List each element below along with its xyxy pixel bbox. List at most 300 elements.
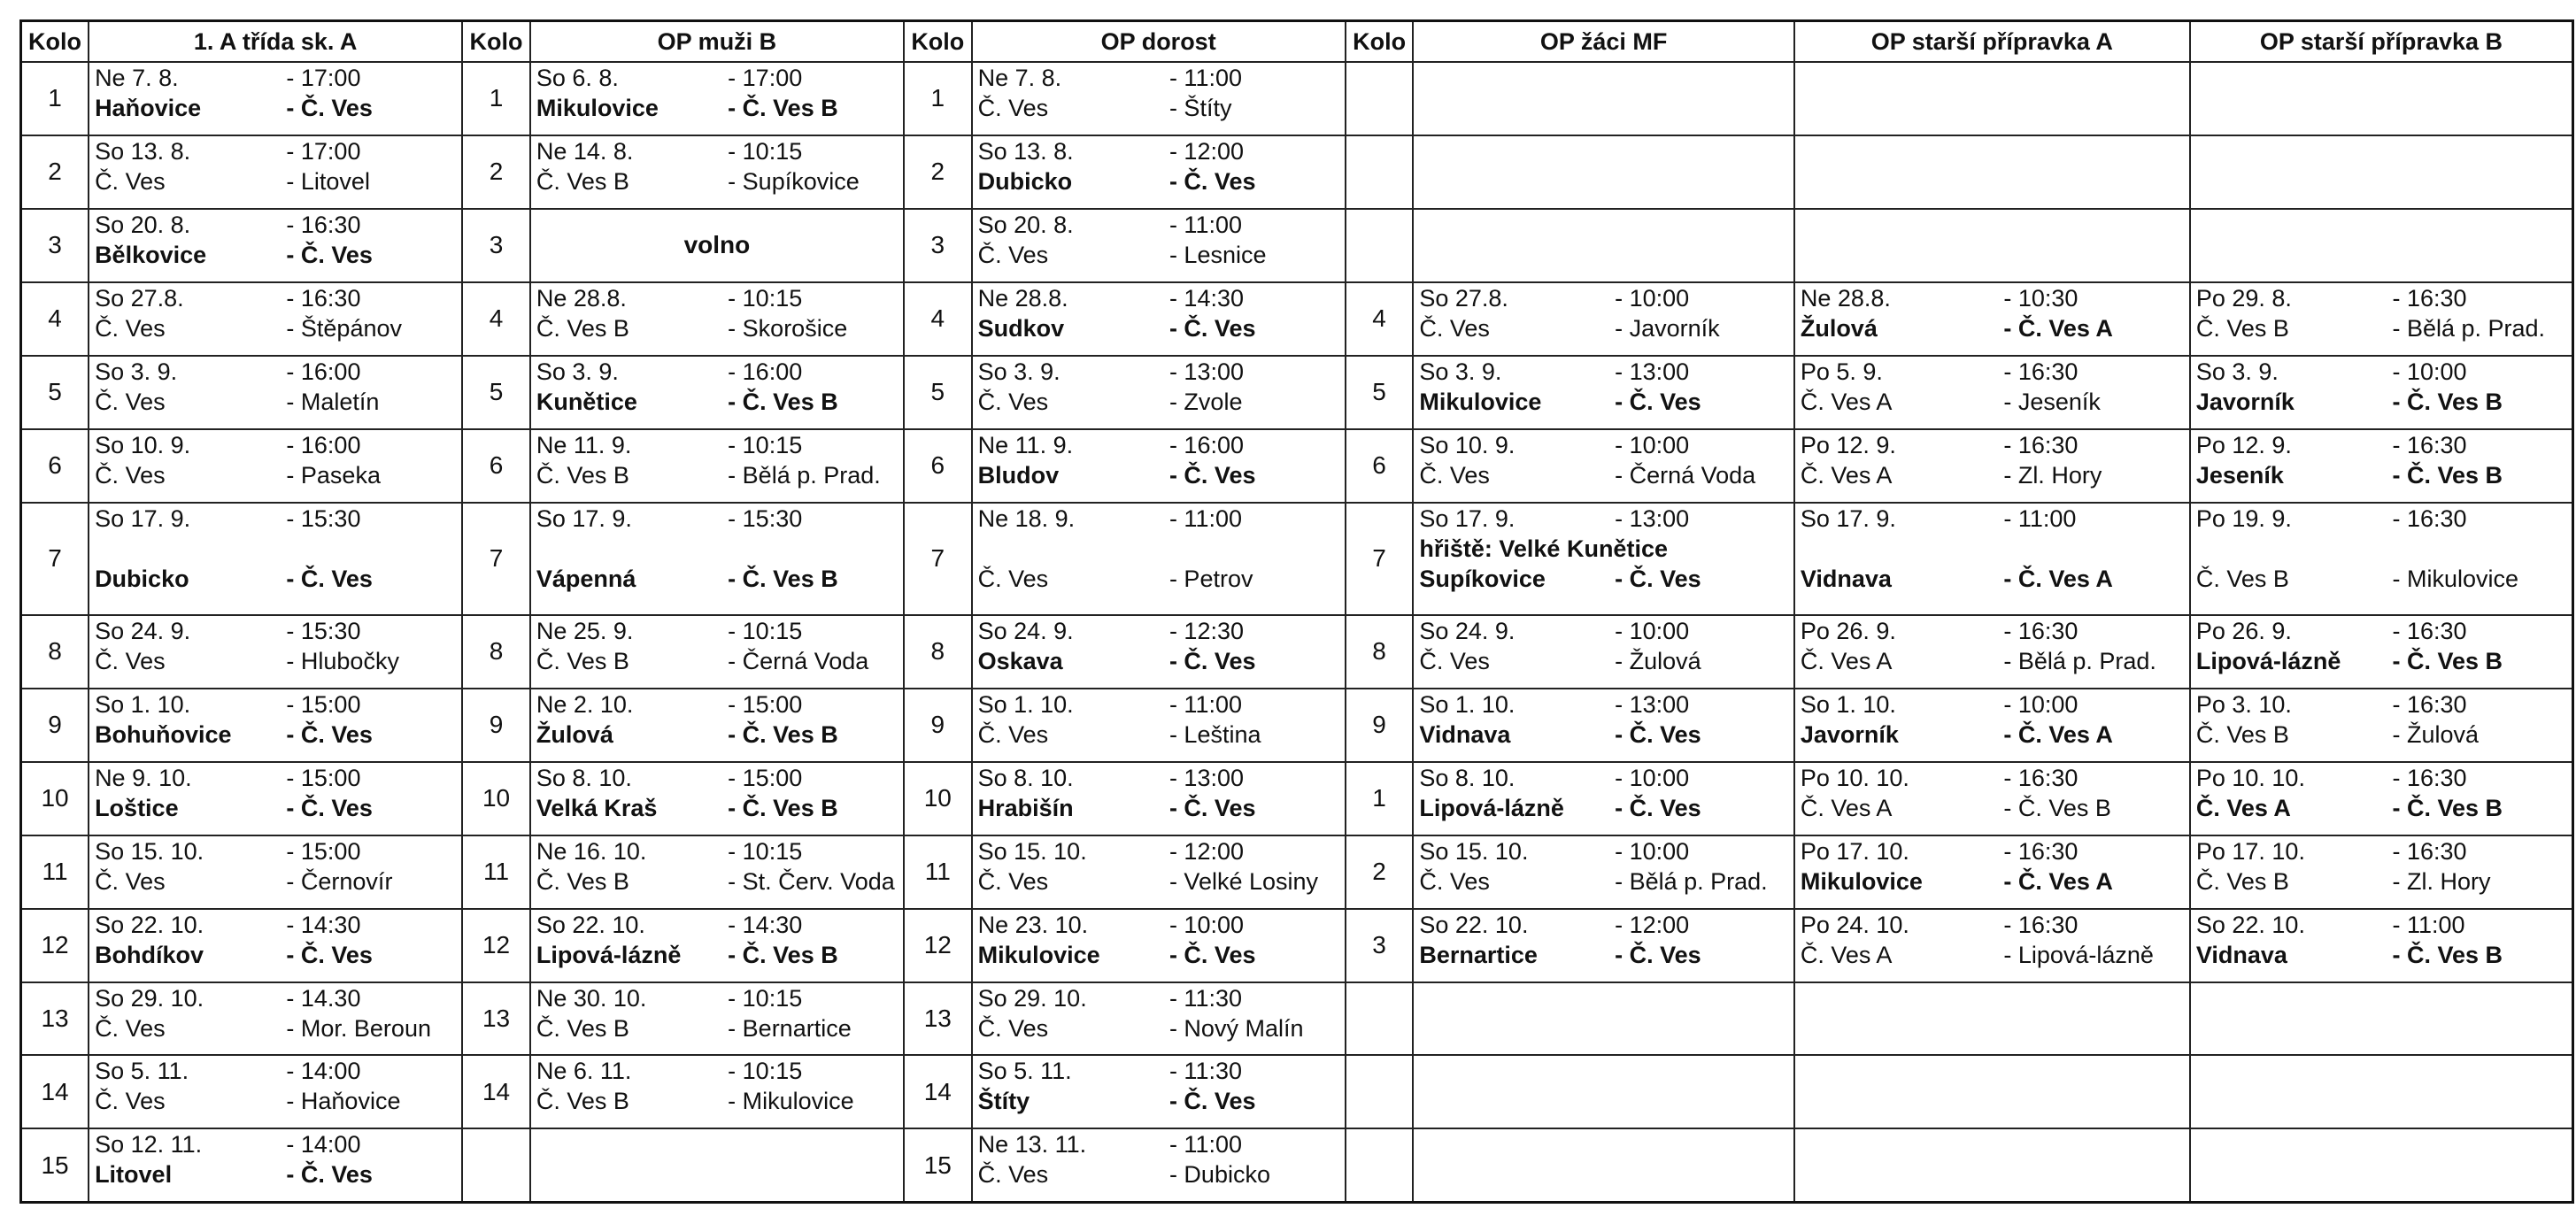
match-time: - 16:30 xyxy=(2392,690,2467,718)
match-date: So 3. 9. xyxy=(977,358,1060,385)
match-cell xyxy=(1794,982,2190,1056)
kolo-number: 15 xyxy=(21,1128,89,1202)
home-team: Hrabišín xyxy=(977,794,1074,821)
match-date: So 20. 8. xyxy=(95,211,191,238)
home-team: Bohuňovice xyxy=(95,720,232,748)
away-team: - Č. Ves xyxy=(1615,794,1701,821)
away-team: - Č. Ves xyxy=(1168,1088,1256,1115)
match-time: - 15:00 xyxy=(286,837,361,865)
home-team: Jeseník xyxy=(2195,461,2284,489)
header-kolo-1: Kolo xyxy=(21,21,89,63)
match-date: So 10. 9. xyxy=(1419,431,1516,458)
match-cell xyxy=(1794,356,2190,429)
match-date: Po 17. 10. xyxy=(1800,837,1909,865)
home-team: Štíty xyxy=(977,1088,1030,1115)
match-time: - 10:00 xyxy=(2003,690,2079,718)
match-cell xyxy=(1794,503,2190,615)
away-team: - Jeseník xyxy=(2003,388,2101,415)
table-row xyxy=(21,356,2573,429)
kolo-number: 14 xyxy=(904,1055,972,1128)
match-time: - 15:30 xyxy=(286,617,361,644)
away-team: - Bělá p. Prad. xyxy=(2392,314,2546,342)
match-cell xyxy=(1413,62,1793,135)
match-time: - 14:30 xyxy=(728,911,803,938)
match-time: - 12:30 xyxy=(1168,617,1244,644)
match-time: - 17:00 xyxy=(286,65,361,91)
kolo-number: 9 xyxy=(1346,689,1414,762)
match-time: - 11:00 xyxy=(2392,911,2465,938)
header-1a-trida: 1. A třída sk. A xyxy=(89,21,462,63)
match-time: - 10:30 xyxy=(2003,284,2079,312)
home-team: Č. Ves B xyxy=(536,314,629,342)
home-team: Č. Ves A xyxy=(1800,941,1893,968)
match-cell xyxy=(972,135,1346,209)
match-time: - 13:00 xyxy=(1615,690,1690,718)
match-cell xyxy=(530,1055,904,1128)
match-date: Ne 13. 11. xyxy=(977,1131,1087,1159)
kolo-number: 5 xyxy=(462,356,530,429)
home-team: Č. Ves xyxy=(95,647,166,674)
match-date: Ne 25. 9. xyxy=(536,617,634,644)
match-time: - 16:30 xyxy=(2392,284,2467,312)
match-date: So 5. 11. xyxy=(977,1058,1072,1085)
home-team: Č. Ves B xyxy=(2195,314,2289,342)
away-team: - Haňovice xyxy=(286,1088,401,1115)
home-team: Č. Ves A xyxy=(2195,794,2291,821)
match-time: - 15:30 xyxy=(286,504,361,532)
home-team: Č. Ves xyxy=(977,95,1049,121)
match-cell xyxy=(1413,209,1793,282)
match-date: So 15. 10. xyxy=(95,837,204,865)
match-time: - 10:00 xyxy=(1168,911,1244,938)
kolo-number: 5 xyxy=(1346,356,1414,429)
match-cell xyxy=(89,1128,462,1202)
away-team: - Č. Ves B xyxy=(2003,794,2111,821)
match-date: So 17. 9. xyxy=(1419,504,1516,532)
home-team: Č. Ves xyxy=(1419,314,1490,342)
match-time: - 11:00 xyxy=(1168,211,1242,238)
match-time: - 12:00 xyxy=(1168,137,1244,165)
match-time: - 15:00 xyxy=(728,764,803,791)
kolo-number xyxy=(1346,62,1414,135)
match-date: So 24. 9. xyxy=(1419,617,1516,644)
home-team: Č. Ves B xyxy=(536,647,629,674)
match-cell xyxy=(972,615,1346,689)
match-cell xyxy=(1413,282,1793,356)
away-team: - Černá Voda xyxy=(728,647,869,674)
match-cell xyxy=(530,689,904,762)
match-cell xyxy=(530,209,904,282)
home-team: Žulová xyxy=(536,720,613,748)
home-team: Č. Ves B xyxy=(2195,565,2289,592)
kolo-number: 12 xyxy=(904,909,972,982)
away-team: - Bělá p. Prad. xyxy=(2003,647,2156,674)
away-team: - Č. Ves B xyxy=(2392,461,2503,489)
match-time: - 11:00 xyxy=(1168,65,1242,91)
away-team: - Č. Ves B xyxy=(2392,941,2503,968)
home-team: Dubicko xyxy=(977,167,1073,195)
kolo-number: 14 xyxy=(462,1055,530,1128)
match-date: So 22. 10. xyxy=(95,911,204,938)
match-date: Po 12. 9. xyxy=(2195,431,2292,458)
match-cell xyxy=(2190,982,2573,1056)
kolo-number: 1 xyxy=(21,62,89,135)
match-time: - 10:00 xyxy=(1615,284,1690,312)
match-date: So 1. 10. xyxy=(1419,690,1516,718)
bye-label: volno xyxy=(683,230,751,258)
away-team: - Velké Losiny xyxy=(1168,867,1319,895)
kolo-number: 3 xyxy=(1346,909,1414,982)
match-time: - 15:00 xyxy=(728,690,803,718)
kolo-number: 2 xyxy=(1346,835,1414,909)
table-row xyxy=(21,62,2573,135)
table-row xyxy=(21,429,2573,503)
header-row xyxy=(21,21,2573,63)
kolo-number: 6 xyxy=(1346,429,1414,503)
home-team: Loštice xyxy=(95,794,179,821)
match-cell xyxy=(972,982,1346,1056)
kolo-number: 5 xyxy=(904,356,972,429)
match-cell xyxy=(972,209,1346,282)
match-time: - 11:30 xyxy=(1168,1058,1242,1085)
match-cell xyxy=(972,689,1346,762)
match-time: - 12:00 xyxy=(1168,837,1244,865)
schedule-body xyxy=(21,62,2573,1203)
table-row xyxy=(21,503,2573,615)
away-team: - Bernartice xyxy=(728,1014,852,1042)
match-date: Ne 28.8. xyxy=(536,284,627,312)
match-time: - 16:30 xyxy=(2003,431,2079,458)
header-kolo-2: Kolo xyxy=(462,21,530,63)
away-team: - Č. Ves xyxy=(1615,941,1701,968)
match-time: - 10:15 xyxy=(728,837,803,865)
home-team: Č. Ves xyxy=(95,867,166,895)
match-date: So 8. 10. xyxy=(977,764,1074,791)
match-cell xyxy=(972,282,1346,356)
match-time: - 13:00 xyxy=(1168,358,1244,385)
match-date: So 29. 10. xyxy=(95,984,204,1012)
match-date: So 24. 9. xyxy=(95,617,191,644)
match-cell xyxy=(89,982,462,1056)
match-cell xyxy=(1794,135,2190,209)
match-time: - 10:15 xyxy=(728,1058,803,1085)
match-time: - 16:30 xyxy=(286,284,361,312)
away-team: - Nový Malín xyxy=(1168,1014,1304,1042)
away-team: - Skorošice xyxy=(728,314,848,342)
kolo-number: 10 xyxy=(21,762,89,835)
match-cell xyxy=(2190,1055,2573,1128)
match-date: Po 24. 10. xyxy=(1800,911,1909,938)
kolo-number: 4 xyxy=(1346,282,1414,356)
match-date: So 1. 10. xyxy=(95,690,191,718)
match-time: - 10:00 xyxy=(1615,431,1690,458)
match-cell xyxy=(89,282,462,356)
home-team: Javorník xyxy=(1800,720,1899,748)
match-cell xyxy=(1413,429,1793,503)
table-row xyxy=(21,1128,2573,1202)
kolo-number: 7 xyxy=(462,503,530,615)
match-cell xyxy=(1794,282,2190,356)
match-date: So 6. 8. xyxy=(536,65,619,91)
match-cell xyxy=(89,503,462,615)
match-date: Ne 14. 8. xyxy=(536,137,634,165)
match-cell xyxy=(530,982,904,1056)
home-team: Oskava xyxy=(977,647,1063,674)
match-cell xyxy=(1794,1055,2190,1128)
away-team: - Maletín xyxy=(286,388,380,415)
home-team: Č. Ves xyxy=(977,241,1049,268)
match-time: - 13:00 xyxy=(1168,764,1244,791)
kolo-number: 2 xyxy=(904,135,972,209)
match-time: - 10:00 xyxy=(1615,837,1690,865)
match-time: - 10:00 xyxy=(1615,764,1690,791)
match-date: Ne 11. 9. xyxy=(977,431,1074,458)
away-team: - Č. Ves A xyxy=(2003,565,2113,592)
match-date: So 24. 9. xyxy=(977,617,1074,644)
match-date: Po 12. 9. xyxy=(1800,431,1896,458)
match-time: - 14:00 xyxy=(286,1058,361,1085)
away-team: - Č. Ves xyxy=(286,941,373,968)
match-time: - 11:30 xyxy=(1168,984,1242,1012)
match-date: So 27.8. xyxy=(95,284,184,312)
match-date: Po 29. 8. xyxy=(2195,284,2292,312)
match-cell xyxy=(2190,1128,2573,1202)
away-team: - Č. Ves xyxy=(1615,565,1701,592)
header-kolo-3: Kolo xyxy=(904,21,972,63)
table-row xyxy=(21,1055,2573,1128)
match-cell xyxy=(2190,615,2573,689)
kolo-number xyxy=(1346,135,1414,209)
match-date: Po 26. 9. xyxy=(1800,617,1896,644)
home-team: Č. Ves xyxy=(977,720,1049,748)
match-time: - 12:00 xyxy=(1615,911,1690,938)
kolo-number: 2 xyxy=(462,135,530,209)
match-cell xyxy=(2190,835,2573,909)
away-team: - Č. Ves xyxy=(1168,461,1256,489)
kolo-number: 9 xyxy=(21,689,89,762)
away-team: - Č. Ves A xyxy=(2003,867,2113,895)
away-team: - Hlubočky xyxy=(286,647,399,674)
home-team: Č. Ves xyxy=(95,167,166,195)
match-cell xyxy=(2190,356,2573,429)
away-team: - Č. Ves xyxy=(1168,794,1256,821)
schedule-sheet xyxy=(19,19,2574,1204)
away-team: - Štěpánov xyxy=(286,314,402,342)
match-time: - 16:30 xyxy=(2003,764,2079,791)
match-cell xyxy=(89,835,462,909)
match-cell xyxy=(89,356,462,429)
away-team: - Žulová xyxy=(1615,647,1701,674)
match-date: So 22. 10. xyxy=(536,911,645,938)
match-cell xyxy=(1794,1128,2190,1202)
match-cell xyxy=(2190,282,2573,356)
kolo-number: 8 xyxy=(462,615,530,689)
kolo-number: 4 xyxy=(904,282,972,356)
match-cell xyxy=(89,762,462,835)
match-time: - 10:15 xyxy=(728,984,803,1012)
match-cell xyxy=(1794,762,2190,835)
match-time: - 16:00 xyxy=(286,431,361,458)
match-date: Ne 30. 10. xyxy=(536,984,647,1012)
kolo-number: 2 xyxy=(21,135,89,209)
match-cell xyxy=(972,429,1346,503)
match-time: - 14.30 xyxy=(286,984,361,1012)
match-date: So 12. 11. xyxy=(95,1131,203,1159)
home-team: Mikulovice xyxy=(536,95,659,121)
kolo-number: 7 xyxy=(904,503,972,615)
away-team: - Bělá p. Prad. xyxy=(728,461,881,489)
header-op-zaci-mf: OP žáci MF xyxy=(1413,21,1793,63)
away-team: - Zl. Hory xyxy=(2392,867,2491,895)
home-team: Č. Ves xyxy=(1419,647,1490,674)
match-time: - 16:30 xyxy=(286,211,361,238)
kolo-number xyxy=(1346,1128,1414,1202)
table-row xyxy=(21,982,2573,1056)
match-time: - 13:00 xyxy=(1615,358,1690,385)
match-cell xyxy=(2190,209,2573,282)
home-team: Lipová-lázně xyxy=(536,941,682,968)
table-row xyxy=(21,282,2573,356)
match-date: So 15. 10. xyxy=(977,837,1087,865)
away-team: - Č. Ves B xyxy=(2392,647,2503,674)
match-time: - 10:15 xyxy=(728,617,803,644)
match-time: - 16:00 xyxy=(1168,431,1244,458)
kolo-number: 11 xyxy=(904,835,972,909)
away-team: - Lesnice xyxy=(1168,241,1267,268)
match-cell xyxy=(530,62,904,135)
match-date: So 3. 9. xyxy=(1419,358,1502,385)
venue-note: hřiště: Velké Kunětice xyxy=(1419,535,1668,562)
home-team: Velká Kraš xyxy=(536,794,658,821)
home-team: Javorník xyxy=(2195,388,2294,415)
away-team: - Č. Ves xyxy=(1168,941,1256,968)
kolo-number: 13 xyxy=(21,982,89,1056)
match-cell xyxy=(530,429,904,503)
away-team: - Mikulovice xyxy=(728,1088,854,1115)
match-cell xyxy=(972,356,1346,429)
table-row xyxy=(21,209,2573,282)
match-time: - 16:30 xyxy=(2003,358,2079,385)
match-cell xyxy=(2190,762,2573,835)
home-team: Č. Ves xyxy=(95,1088,166,1115)
match-date: Ne 28.8. xyxy=(977,284,1068,312)
match-time: - 16:30 xyxy=(2003,617,2079,644)
kolo-number xyxy=(1346,982,1414,1056)
away-team: - Žulová xyxy=(2392,720,2480,748)
match-cell xyxy=(1794,909,2190,982)
home-team: Dubicko xyxy=(95,565,189,592)
match-cell xyxy=(89,909,462,982)
match-time: - 11:00 xyxy=(1168,1131,1242,1159)
match-cell xyxy=(1794,429,2190,503)
header-op-muzi-b: OP muži B xyxy=(530,21,904,63)
match-time: - 14:00 xyxy=(286,1131,361,1159)
header-op-pripravka-a: OP starší přípravka A xyxy=(1794,21,2190,63)
match-cell xyxy=(89,689,462,762)
kolo-number: 4 xyxy=(462,282,530,356)
match-cell xyxy=(2190,429,2573,503)
match-date: So 27.8. xyxy=(1419,284,1508,312)
match-date: So 8. 10. xyxy=(536,764,632,791)
match-date: So 3. 9. xyxy=(2195,358,2279,385)
match-cell xyxy=(530,835,904,909)
away-team: - Č. Ves xyxy=(286,95,373,121)
match-cell xyxy=(89,429,462,503)
kolo-number xyxy=(462,1128,530,1202)
match-date: Po 17. 10. xyxy=(2195,837,2305,865)
match-cell xyxy=(530,135,904,209)
match-cell xyxy=(972,835,1346,909)
match-cell xyxy=(1794,689,2190,762)
away-team: - Litovel xyxy=(286,167,370,195)
match-date: So 13. 8. xyxy=(977,137,1074,165)
match-cell xyxy=(2190,62,2573,135)
home-team: Bludov xyxy=(977,461,1060,489)
away-team: - Č. Ves xyxy=(1168,167,1256,195)
match-date: So 5. 11. xyxy=(95,1058,189,1085)
away-team: - Č. Ves B xyxy=(728,941,838,968)
home-team: Č. Ves xyxy=(977,565,1049,592)
match-cell xyxy=(2190,135,2573,209)
kolo-number: 9 xyxy=(462,689,530,762)
away-team: - Zvole xyxy=(1168,388,1243,415)
match-time: - 10:00 xyxy=(2392,358,2467,385)
match-time: - 17:00 xyxy=(286,137,361,165)
away-team: - Č. Ves B xyxy=(728,388,838,415)
home-team: Bernartice xyxy=(1419,941,1538,968)
match-date: Po 19. 9. xyxy=(2195,504,2292,532)
match-cell xyxy=(1413,762,1793,835)
match-date: Ne 16. 10. xyxy=(536,837,647,865)
match-date: Ne 11. 9. xyxy=(536,431,632,458)
match-cell xyxy=(972,1128,1346,1202)
away-team: - Č. Ves B xyxy=(728,95,838,121)
match-time: - 10:15 xyxy=(728,137,803,165)
home-team: Vidnava xyxy=(1800,565,1892,592)
match-cell xyxy=(1794,62,2190,135)
match-time: - 15:00 xyxy=(286,764,361,791)
match-date: So 3. 9. xyxy=(536,358,619,385)
home-team: Vidnava xyxy=(2195,941,2287,968)
home-team: Č. Ves xyxy=(1419,461,1490,489)
match-cell xyxy=(1413,1128,1793,1202)
kolo-number: 10 xyxy=(462,762,530,835)
match-cell xyxy=(530,1128,904,1202)
match-date: So 17. 9. xyxy=(95,504,191,532)
kolo-number: 15 xyxy=(904,1128,972,1202)
match-date: So 3. 9. xyxy=(95,358,178,385)
match-cell xyxy=(972,503,1346,615)
match-cell xyxy=(530,615,904,689)
away-team: - Č. Ves B xyxy=(2392,388,2503,415)
away-team: - Č. Ves xyxy=(1615,720,1701,748)
table-row xyxy=(21,762,2573,835)
match-date: So 20. 8. xyxy=(977,211,1074,238)
home-team: Vápenná xyxy=(536,565,636,592)
home-team: Č. Ves xyxy=(95,461,166,489)
match-cell xyxy=(530,909,904,982)
match-date: Ne 23. 10. xyxy=(977,911,1089,938)
match-date: So 10. 9. xyxy=(95,431,191,458)
match-date: Po 26. 9. xyxy=(2195,617,2292,644)
home-team: Č. Ves A xyxy=(1800,794,1893,821)
table-row xyxy=(21,689,2573,762)
home-team: Žulová xyxy=(1800,314,1878,342)
table-row xyxy=(21,835,2573,909)
match-cell xyxy=(89,615,462,689)
home-team: Č. Ves B xyxy=(536,1014,629,1042)
home-team: Č. Ves xyxy=(95,1014,166,1042)
